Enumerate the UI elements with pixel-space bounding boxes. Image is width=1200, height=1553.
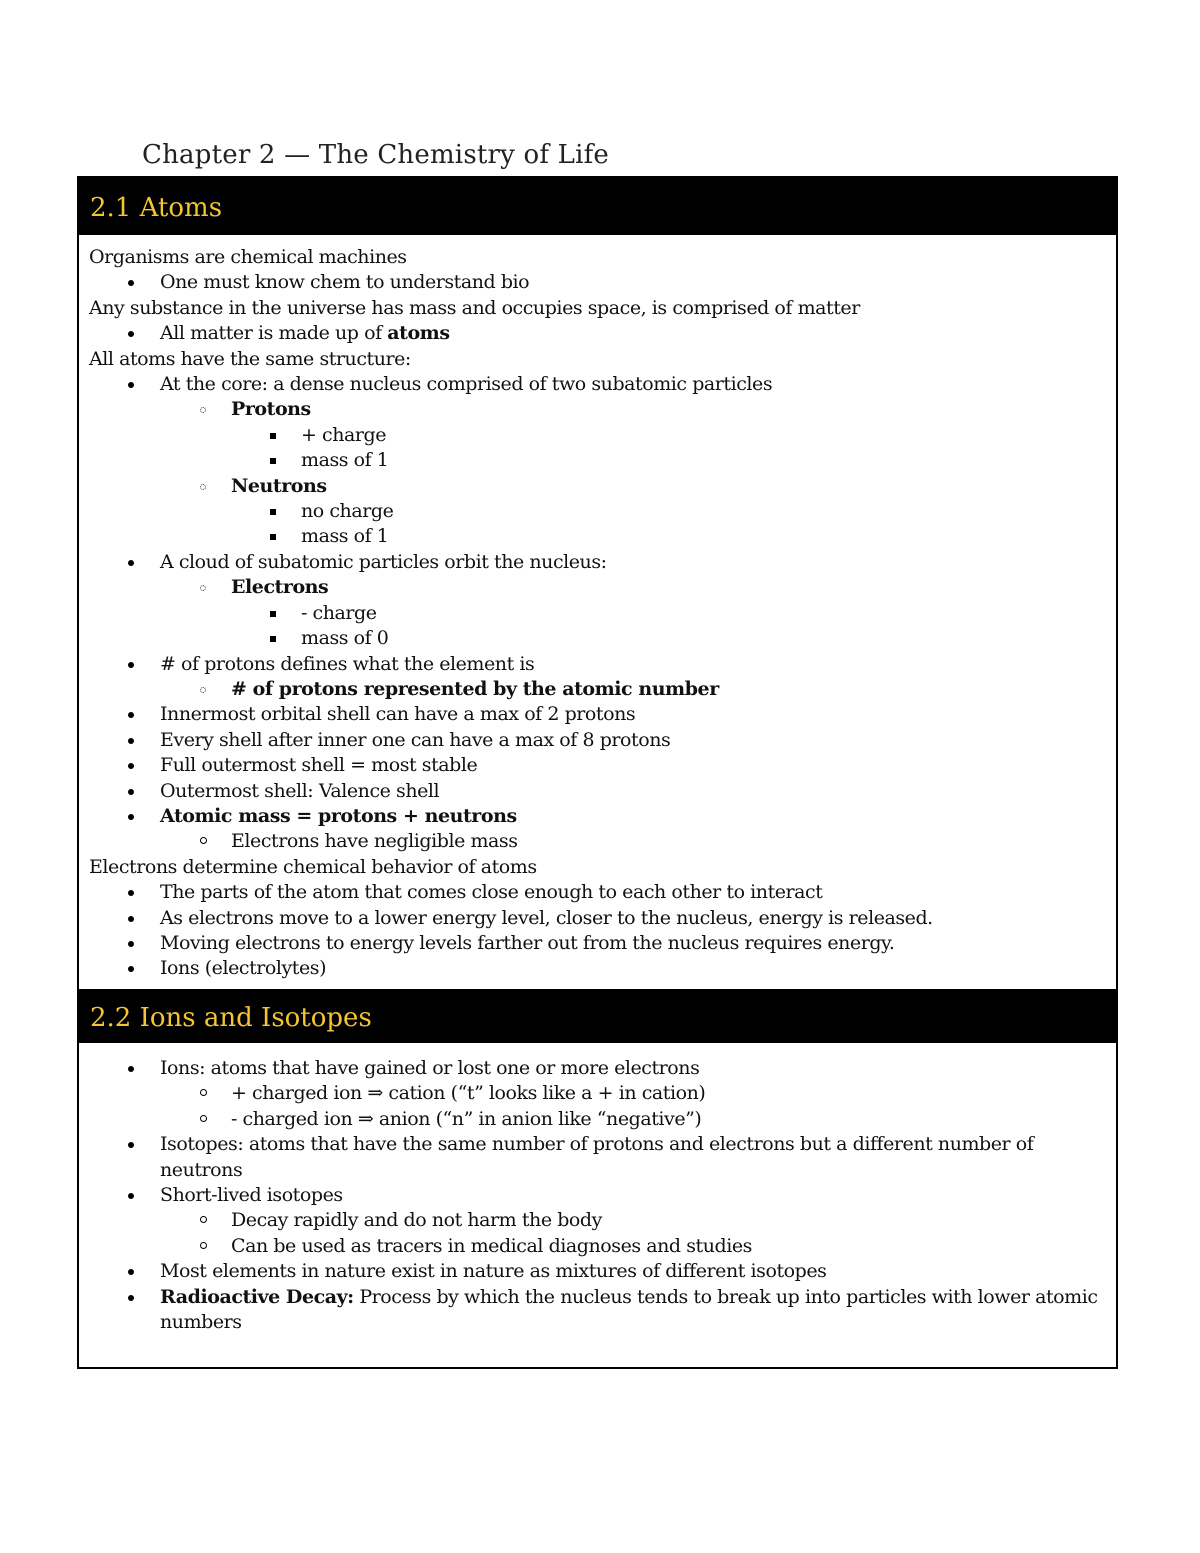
list-item: Electrons have negligible mass [89, 829, 1110, 854]
notes-box [77, 176, 1118, 1369]
square-bullet-icon [270, 433, 276, 439]
bullet-icon [128, 1066, 134, 1072]
circle-bullet-icon [200, 1216, 207, 1223]
bullet-icon [128, 662, 134, 668]
bullet-icon [128, 916, 134, 922]
bullet-icon [128, 1295, 134, 1301]
list-item: At the core: a dense nucleus comprised of two subatomic particles [89, 372, 1110, 397]
list-item: Most elements in nature exist in nature as mixtures of different isotopes [89, 1259, 1110, 1284]
list-item: Ions (electrolytes) [89, 956, 1110, 981]
circle-bullet-icon [200, 1242, 207, 1249]
section-content-ions-isotopes [89, 1056, 1110, 1335]
list-item: One must know chem to understand bio [89, 270, 1110, 295]
list-item: Every shell after inner one can have a max of 8 protons [89, 728, 1110, 753]
list-item: Moving electrons to energy levels farther out from the nucleus requires energy. [89, 931, 1110, 956]
list-item: Radioactive Decay: Process by which the nucleus tends to break up into particles with lower atomic numbers [89, 1285, 1110, 1336]
list-item: - charge [89, 601, 1110, 626]
bullet-icon [128, 1269, 134, 1275]
list-item: All matter is made up of atoms [89, 321, 1110, 346]
bullet-icon [128, 890, 134, 896]
list-item: All atoms have the same structure: [89, 347, 411, 370]
list-item: mass of 1 [89, 448, 1110, 473]
bullet-icon [128, 280, 134, 286]
circle-bullet-icon [200, 484, 206, 490]
bullet-icon [128, 763, 134, 769]
bullet-icon [128, 382, 134, 388]
section-heading-atoms: 2.1 Atoms [79, 178, 1116, 235]
bullet-icon [128, 1142, 134, 1148]
section-heading-ions-isotopes: 2.2 Ions and Isotopes [79, 989, 1116, 1043]
bullet-icon [128, 966, 134, 972]
circle-bullet-icon [200, 837, 207, 844]
list-item: mass of 0 [89, 626, 1110, 651]
list-item: Electrons determine chemical behavior of atoms [89, 855, 537, 878]
bullet-icon [128, 738, 134, 744]
bullet-icon [128, 1193, 134, 1199]
list-item: # of protons represented by the atomic number [89, 677, 1110, 702]
bullet-icon [128, 712, 134, 718]
list-item: A cloud of subatomic particles orbit the nucleus: [89, 550, 1110, 575]
circle-bullet-icon [200, 687, 206, 693]
list-item: Ions: atoms that have gained or lost one or more electrons [89, 1056, 1110, 1081]
list-item: Innermost orbital shell can have a max of 2 protons [89, 702, 1110, 727]
bullet-icon [128, 814, 134, 820]
list-item: Short-lived isotopes [89, 1183, 1110, 1208]
list-item: Full outermost shell = most stable [89, 753, 1110, 778]
square-bullet-icon [270, 534, 276, 540]
square-bullet-icon [270, 636, 276, 642]
list-item: As electrons move to a lower energy level, closer to the nucleus, energy is released. [89, 906, 1110, 931]
list-item: # of protons defines what the element is [89, 652, 1110, 677]
list-item: Atomic mass = protons + neutrons [89, 804, 1110, 829]
square-bullet-icon [270, 509, 276, 515]
list-item: Outermost shell: Valence shell [89, 779, 1110, 804]
circle-bullet-icon [200, 585, 206, 591]
list-item: - charged ion ⇒ anion (“n” in anion like “negative”) [89, 1107, 1110, 1132]
list-item: Electrons [89, 575, 1110, 600]
list-item: Any substance in the universe has mass and occupies space, is comprised of matter [89, 296, 860, 319]
circle-bullet-icon [200, 1115, 207, 1122]
list-item: Protons [89, 397, 1110, 422]
list-item: no charge [89, 499, 1110, 524]
square-bullet-icon [270, 611, 276, 617]
list-item: Decay rapidly and do not harm the body [89, 1208, 1110, 1233]
list-item: Organisms are chemical machines [89, 246, 407, 268]
list-item: Neutrons [89, 474, 1110, 499]
square-bullet-icon [270, 458, 276, 464]
list-item: Isotopes: atoms that have the same number of protons and electrons but a different number of neutrons [89, 1132, 1110, 1183]
section-content-atoms [89, 245, 1110, 982]
list-item: mass of 1 [89, 524, 1110, 549]
list-item: Can be used as tracers in medical diagnoses and studies [89, 1234, 1110, 1259]
circle-bullet-icon [200, 1089, 207, 1096]
bullet-icon [128, 331, 134, 337]
bullet-icon [128, 789, 134, 795]
circle-bullet-icon [200, 407, 206, 413]
bullet-icon [128, 941, 134, 947]
list-item: + charged ion ⇒ cation (“t” looks like a + in cation) [89, 1081, 1110, 1106]
list-item: + charge [89, 423, 1110, 448]
bullet-icon [128, 560, 134, 566]
list-item: The parts of the atom that comes close enough to each other to interact [89, 880, 1110, 905]
document-title: Chapter 2 — The Chemistry of Life [142, 140, 610, 170]
